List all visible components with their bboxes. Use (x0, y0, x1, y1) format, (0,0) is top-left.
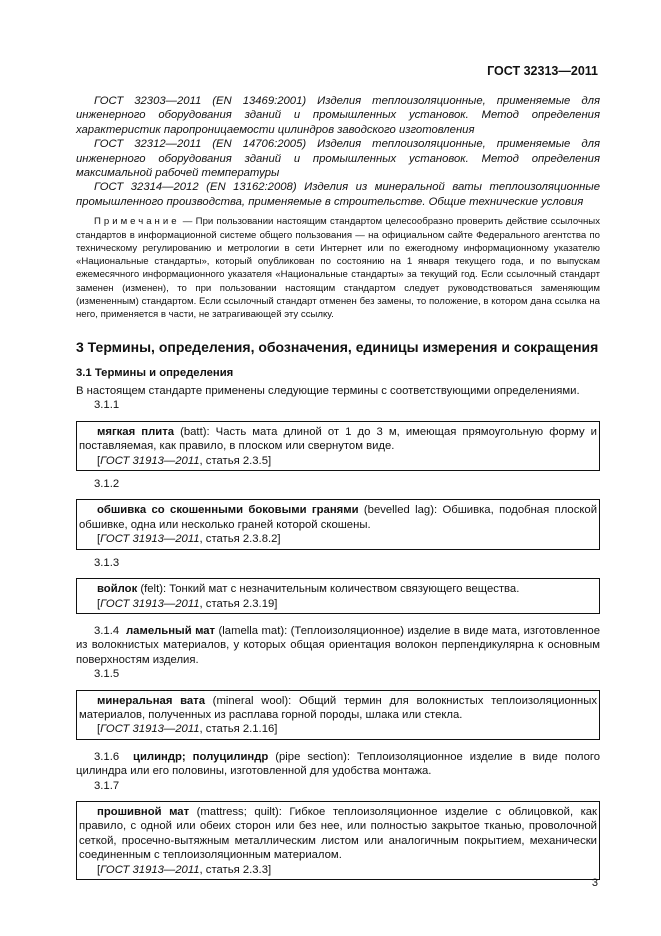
standard-header: ГОСТ 32313—2011 (487, 64, 598, 78)
term-entry (76, 750, 600, 779)
term-box: минеральная вата (mineral wool): Общий термин для волокнистых теплоизоляционных материалов, полученных из расплава горной породы, шлака или стекла. [ГОСТ 31913—2011, статья 2.1.16] (76, 690, 600, 740)
term-box: прошивной мат (mattress; quilt): Гибкое теплоизоляционное изделие с облицовкой, как правило, с одной или обеих сторон или без нее, или полностью закрытое тканью, проволочной сеткой, просечно-вытяжным металлическим листом или аналогичным покрытием, механически соединенным с теплоизоляционным материалом. [ГОСТ 31913—2011, статья 2.3.3] (76, 801, 600, 880)
source-article: , статья 2.3.5] (199, 454, 272, 467)
source-article: , статья 2.3.3] (199, 863, 272, 876)
term: мягкая плита (97, 425, 175, 438)
term-entry (76, 624, 600, 667)
reference-item: ГОСТ 32303—2011 (EN 13469:2001) Изделия теплоизоляционные, применяемые для инженерного оборудования зданий и промышленных установок. Метод определения характеристик паропроницаемости цилиндров заводского изготовления (76, 95, 600, 136)
term-number: 3.1.3 (94, 556, 120, 569)
definition: (batt): Часть мата длиной от 1 до 3 м, имеющая прямоугольную форму и поставляемая, как правило, в плоском или свернутом виде. (79, 425, 597, 453)
source-article: , статья 2.3.8.2] (199, 533, 281, 546)
section-heading: 3 Термины, определения, обозначения, единицы измерения и сокращения (76, 338, 599, 355)
reference-item: ГОСТ 32314—2012 (EN 13162:2008) Изделия из минеральной ваты теплоизоляционные промышленного производства, применяемые в строительстве. Общие технические условия (76, 181, 600, 208)
source: ГОСТ 31913—2011 (100, 597, 200, 610)
definition: (mattress; quilt): Гибкое теплоизоляционное изделие с облицовкой, как правило, с одной или обеих сторон или без нее, или полностью закрытое тканью, проволочной сеткой, просечно-вытяжным металлическим листом или аналогичным покрытием, механически соединенным с теплоизоляционным материалом. (79, 805, 598, 862)
note (76, 215, 600, 321)
term-box: мягкая плита (batt): Часть мата длиной от 1 до 3 м, имеющая прямоугольную форму и поставляемая, как правило, в плоском или свернутом виде. [ГОСТ 31913—2011, статья 2.3.5] (76, 421, 600, 471)
definition: (mineral wool): Общий термин для волокнистых теплоизоляционных материалов, полученных из расплава горной породы, шлака или стекла. (79, 694, 597, 721)
term-number: 3.1.4 (94, 624, 120, 637)
source-article: , статья 2.3.19] (199, 597, 278, 610)
source: ГОСТ 31913—2011 (100, 863, 200, 876)
definition: (lamella mat): (Теплоизоляционное) изделие в виде мата, изготовленное из волокнистых материалов, у которых общая ориентация волокон перпендикулярна к основным поверхностям изделия. (76, 624, 600, 666)
term: цилиндр; полуцилиндр (133, 750, 269, 763)
source: ГОСТ 31913—2011 (100, 723, 200, 736)
term: прошивной мат (97, 805, 190, 818)
term-number: 3.1.6 (94, 750, 120, 763)
term: войлок (97, 583, 138, 596)
note-label: Примечание (94, 216, 180, 228)
subsection-heading: 3.1 Термины и определения (76, 366, 234, 379)
term-number: 3.1.7 (94, 779, 120, 792)
source-article: , статья 2.1.16] (199, 723, 278, 736)
intro-text: В настоящем стандарте применены следующие термины с соответствующими определениями. (76, 385, 580, 398)
note-text: — При пользовании настоящим стандартом целесообразно проверить действие ссылочных стандартов в информационной системе общего пользования — на официальном сайте Федерального агентства по техническому регулированию и метрологии в сети Интернет или по ежегодному информационному указателю «Национальные стандарты», который опубликован по состоянию на 1 января текущего года, и по выпускам ежемесячного информационного указателя «Национальные стандарты» за текущий год. Если ссылочный стандарт заменен (изменен), то при пользовании настоящим стандартом следует руководствоваться заменяющим (измененным) стандартом. Если ссылочный стандарт отменен без замены, то положение, в котором дана ссылка на него, применяется в части, не затрагивающей эту ссылку. (76, 216, 600, 321)
term: обшивка со скошенными боковыми гранями (97, 504, 359, 517)
source: ГОСТ 31913—2011 (100, 533, 200, 546)
page-number: 3 (591, 877, 598, 889)
term-number: 3.1.1 (94, 399, 120, 412)
term-number: 3.1.5 (94, 668, 120, 681)
term: минеральная вата (97, 694, 205, 707)
definition: (pipe section): Теплоизоляционное изделие в виде полого цилиндра или его половины, изготовленной для удобства монтажа. (76, 750, 601, 778)
definition: (felt): Тонкий мат с незначительным количеством связующего вещества. (137, 583, 520, 596)
source: ГОСТ 31913—2011 (100, 454, 200, 467)
definition: (bevelled lag): Обшивка, подобная плоской обшивке, одна или несколько граней которой скошены. (79, 504, 598, 531)
term-box: войлок (felt): Тонкий мат с незначительным количеством связующего вещества. [ГОСТ 31913—2011, статья 2.3.19] (76, 578, 600, 614)
term-number: 3.1.2 (94, 478, 120, 491)
term-box: обшивка со скошенными боковыми гранями (bevelled lag): Обшивка, подобная плоской обшивке, одна или несколько граней которой скошены. [ГОСТ 31913—2011, статья 2.3.8.2] (76, 499, 600, 549)
reference-item: ГОСТ 32312—2011 (EN 14706:2005) Изделия теплоизоляционные, применяемые для инженерного оборудования зданий и промышленных установок. Метод определения максимальной рабочей температуры (76, 138, 600, 180)
term: ламельный мат (126, 624, 216, 637)
page-content (76, 94, 600, 884)
